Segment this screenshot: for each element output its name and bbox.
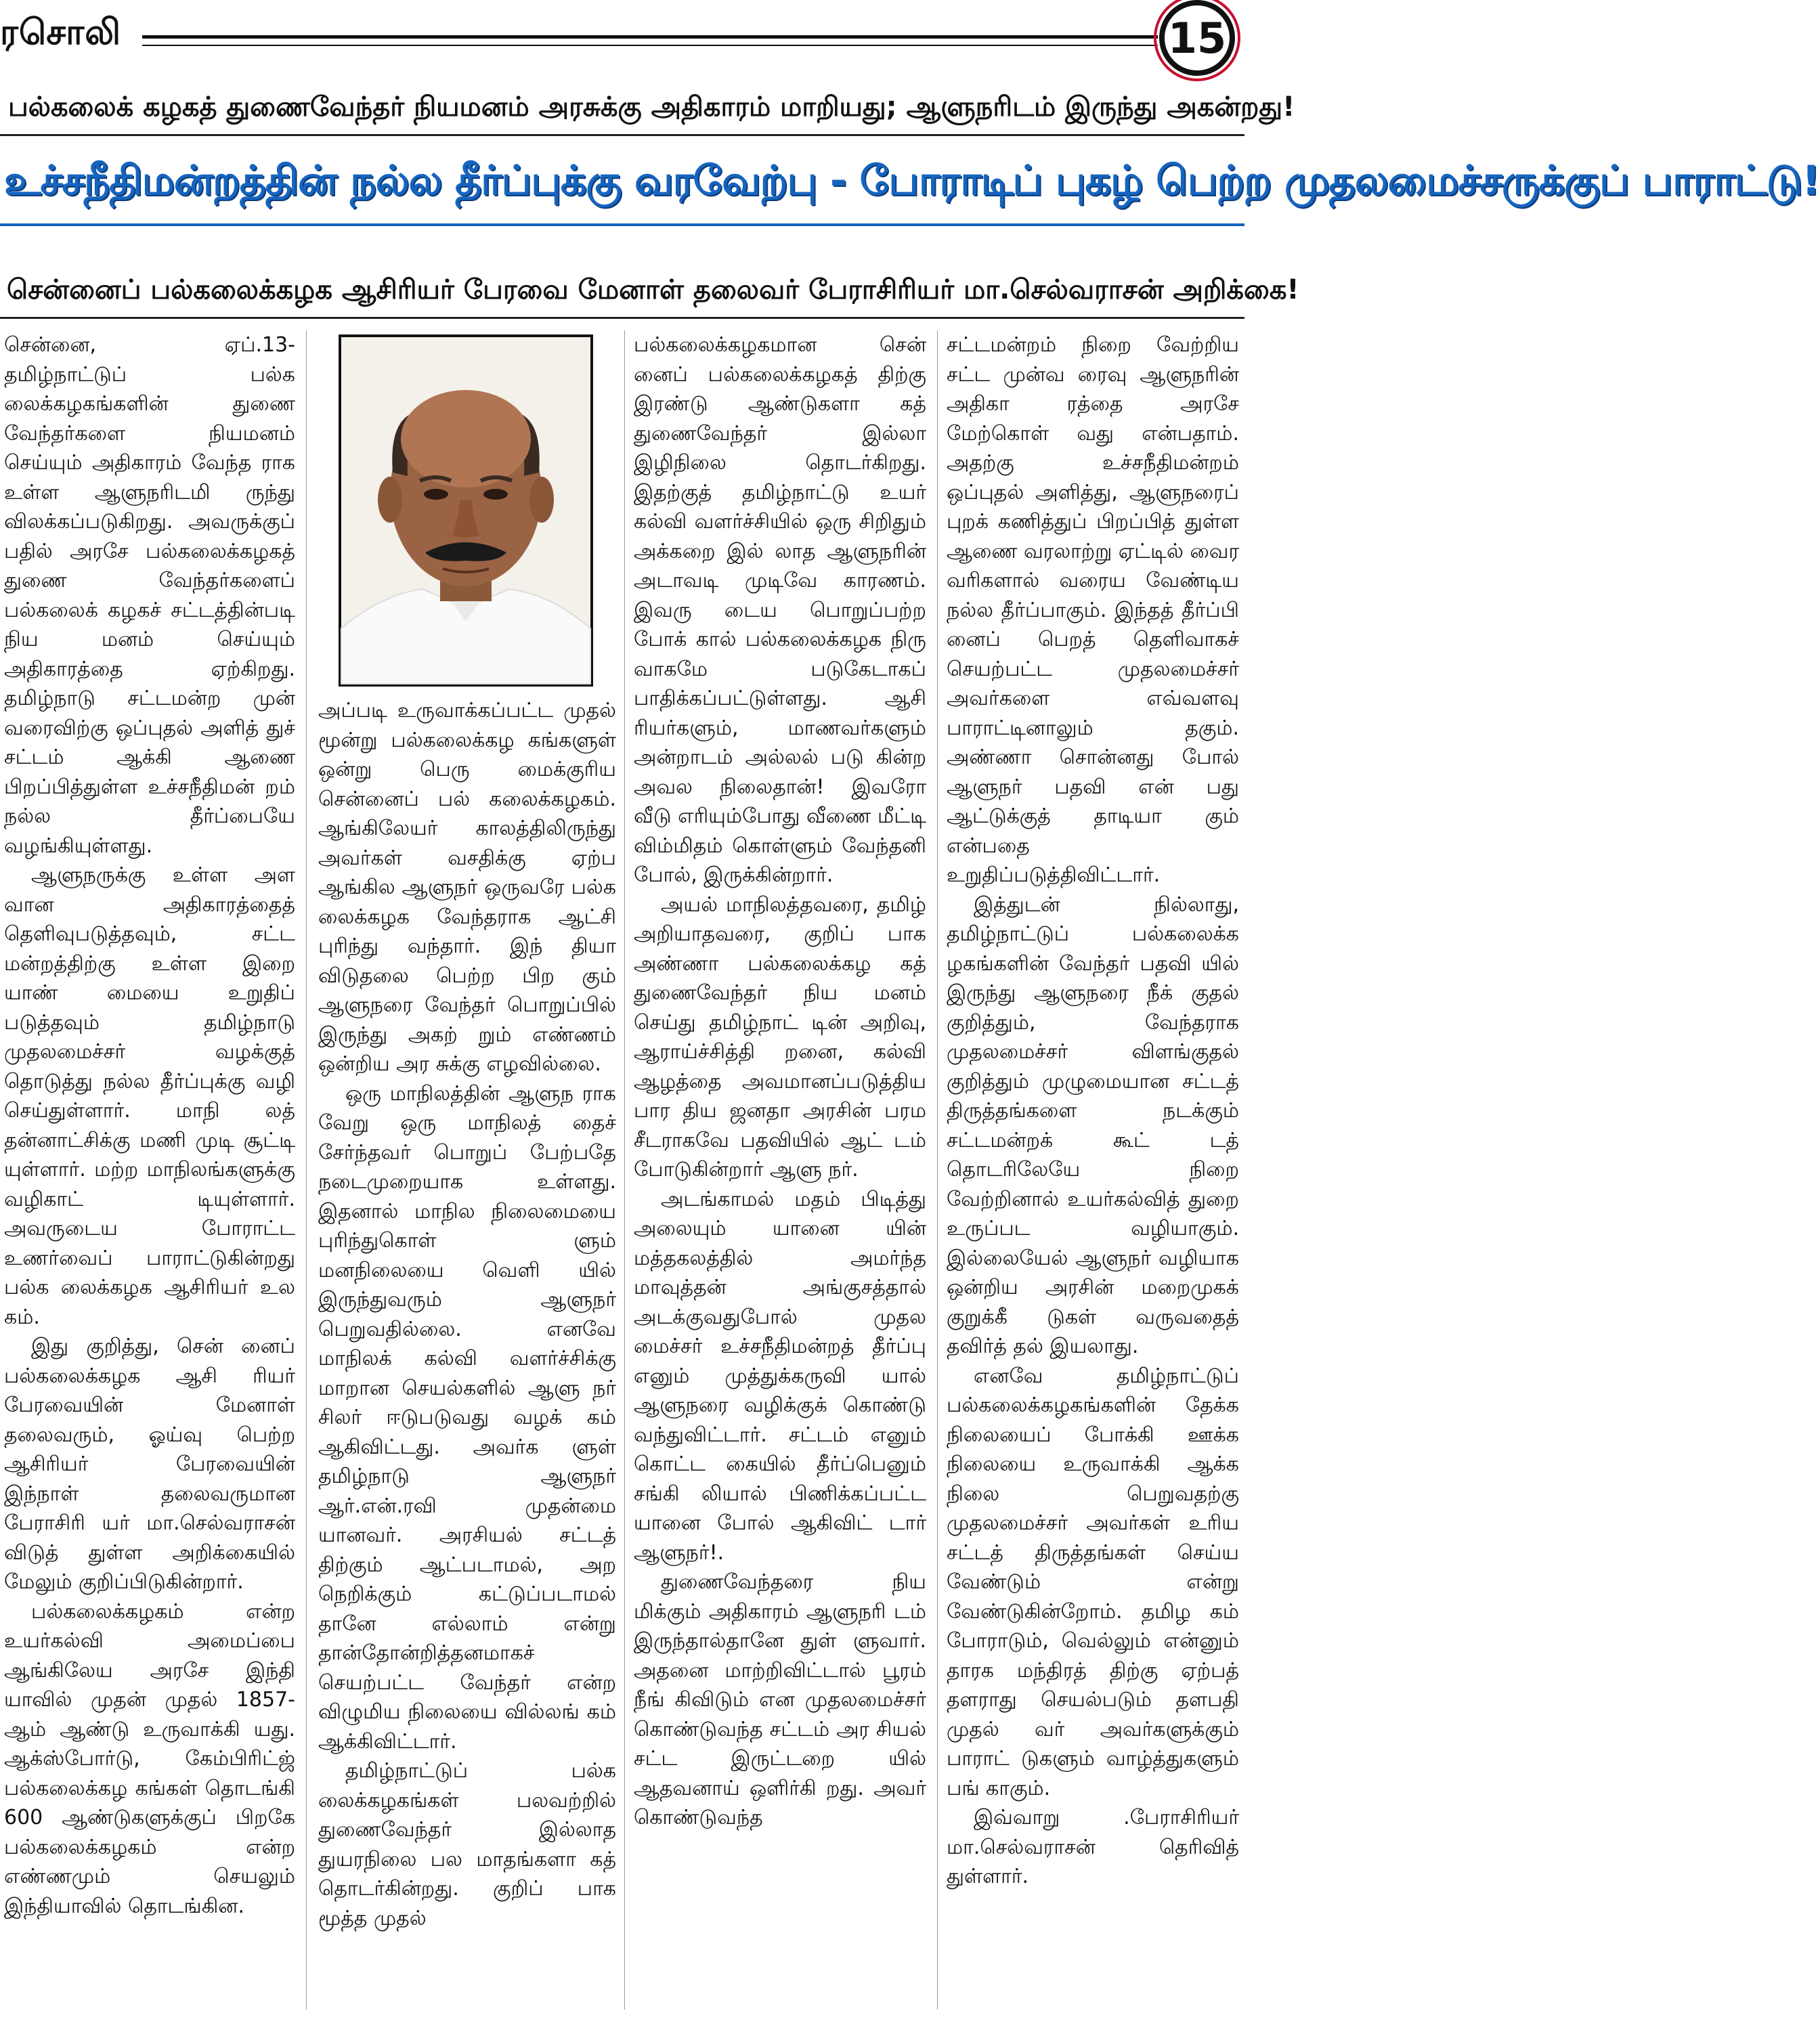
paragraph: அடங்காமல் மதம் பிடித்து அலையும் யானை யின் மத்தகலத்தில் அமர்ந்த மாவுத்தன் அங்குசத்தால் அடக்குவதுபோல் முதல மைச்சர் உச்சநீதிமன்றத் தீர்ப்பு எனும் முத்துக்கருவி யால் ஆளுநரை வழிக்குக் கொண்டு வந்துவிட்டார். சட்டம் எனும் கொட்ட கையில் தீர்ப்பெனும் சங்கி லியால் பிணிக்கப்பட்ட யானை போல் ஆகிவிட் டார் ஆளுநர்!. <box>634 1187 926 1565</box>
paragraph: துணைவேந்தரை நிய மிக்கும் அதிகாரம் ஆளுநரி டம் இருந்தால்தானே துள் ளுவார். அதனை மாற்றிவிட்டால் பூரம் நீங் கிவிடும் என முதலமைச்சர் கொண்டுவந்த சட்டம் அர சியல் சட்ட இருட்டறை யில் ஆதவனாய் ஒளிர்கி றது. அவர் கொண்டுவந்த <box>634 1570 926 1829</box>
paragraph: இது குறித்து, சென் னைப் பல்கலைக்கழக ஆசி ரியர் பேரவையின் மேனாள் தலைவரும், ஓய்வு பெற்ற ஆசிரியர் பேரவையின் இந்நாள் தலைவருமான பேராசிரி யர் மா.செல்வராசன் விடுத் துள்ள அறிக்கையில் மேலும் குறிப்பிடுகின்றார். <box>4 1334 295 1594</box>
portrait-image <box>341 337 590 684</box>
newspaper-name: ரசொலி <box>0 12 122 53</box>
paragraph: பல்கலைக்கழகமான சென் னைப் பல்கலைக்கழகத் திற்கு இரண்டு ஆண்டுகளா கத் துணைவேந்தர் இல்லா இழிநிலை தொடர்கிறது. இதற்குத் தமிழ்நாட்டு உயர் கல்வி வளர்ச்சியில் ஒரு சிறிதும் அக்கறை இல் லாத ஆளுநரின் அடாவடி முடிவே காரணம். இவரு டைய பொறுப்பற்ற போக் கால் பல்கலைக்கழக நிரு வாகமே படுகேடாகப் பாதிக்கப்பட்டுள்ளது. ஆசி ரியர்களும், மாணவர்களும் அன்றாடம் அல்லல் படு கின்ற அவல நிலைதான்! இவரோ வீடு எரியும்போது வீணை மீட்டி விம்மிதம் கொள்ளும் வேந்தனி போல், இருக்கின்றார். <box>634 333 926 887</box>
article-column-2 <box>318 696 616 1933</box>
paragraph: தமிழ்நாட்டுப் பல்க லைக்கழகங்கள் பலவற்றில் துணைவேந்தர் இல்லாத துயரநிலை பல மாதங்களா கத் தொடர்கின்றது. குறிப் பாக மூத்த முதல் <box>318 1759 616 1930</box>
column-divider <box>937 330 938 2010</box>
paragraph: ஆளுநருக்கு உள்ள அள வான அதிகாரத்தைத் தெளிவுபடுத்தவும், சட்ட மன்றத்திற்கு உள்ள இறை யாண் மையை உறுதிப் படுத்தவும் தமிழ்நாடு முதலமைச்சர் வழக்குத் தொடுத்து நல்ல தீர்ப்புக்கு வழி செய்துள்ளார். மாநி லத் தன்னாட்சிக்கு மணி முடி சூட்டி யுள்ளார். மற்ற மாநிலங்களுக்கு வழிகாட் டியுள்ளார். அவருடைய போராட்ட உணர்வைப் பாராட்டுகின்றது பல்க லைக்கழக ஆசிரியர் உல கம். <box>4 863 295 1329</box>
paragraph: இவ்வாறு .பேராசிரியர் மா.செல்வராசன் தெரிவித் துள்ளார். <box>947 1806 1239 1888</box>
kicker-headline: பல்கலைக் கழகத் துணைவேந்தர் நியமனம் அரசுக்கு அதிகாரம் மாறியது; ஆளுநரிடம் இருந்து அகன்றது! <box>8 91 1295 123</box>
subhead-rule <box>0 317 1244 319</box>
paragraph: பல்கலைக்கழகம் என்ற உயர்கல்வி அமைப்பை ஆங்கிலேய அரசே இந்தி யாவில் முதன் முதல் 1857- ஆம் ஆண்டு உருவாக்கி யது. ஆக்ஸ்போர்டு, கேம்பிரிட்ஜ் பல்கலைக்கழ கங்கள் தொடங்கி 600 ஆண்டுகளுக்குப் பிறகே பல்கலைக்கழகம் என்ற எண்ணமும் செயலும் இந்தியாவில் தொடங்கின. <box>4 1599 295 1918</box>
author-photo <box>339 334 593 687</box>
main-headline: உச்சநீதிமன்றத்தின் நல்ல தீர்ப்புக்கு வரவேற்பு - போராடிப் புகழ் பெற்ற முதலமைச்சருக்குப் பாராட்டு! <box>4 157 1820 204</box>
article-column-1 <box>4 330 295 1921</box>
kicker-rule <box>0 134 1244 136</box>
paragraph: அப்படி உருவாக்கப்பட்ட முதல் மூன்று பல்கலைக்கழ கங்களுள் ஒன்று பெரு மைக்குரிய சென்னைப் பல் கலைக்கழகம். ஆங்கிலேயர் காலத்திலிருந்து அவர்கள் வசதிக்கு ஏற்ப ஆங்கில ஆளுநர் ஒருவரே பல்க லைக்கழக வேந்தராக ஆட்சி புரிந்து வந்தார். இந் தியா விடுதலை பெற்ற பிற கும் ஆளுநரை வேந்தர் பொறுப்பில் இருந்து அகற் றும் எண்ணம் ஒன்றிய அர சுக்கு எழவில்லை. <box>318 699 616 1076</box>
paragraph: எனவே தமிழ்நாட்டுப் பல்கலைக்கழகங்களின் தேக்க நிலையைப் போக்கி ஊக்க நிலையை உருவாக்கி ஆக்க நிலை பெறுவதற்கு முதலமைச்சர் அவர்கள் உரிய சட்டத் திருத்தங்கள் செய்ய வேண்டும் என்று வேண்டுகின்றோம். தமிழ கம் போராடும், வெல்லும் என்னும் தாரக மந்திரத் திற்கு ஏற்பத் தளராது செயல்படும் தளபதி முதல் வர் அவர்களுக்கும் பாராட் டுகளும் வாழ்த்துகளும் பங் காகும். <box>947 1364 1239 1800</box>
page-number: 15 <box>1159 0 1235 76</box>
masthead-rule <box>142 35 1158 39</box>
column-divider <box>306 330 307 2010</box>
column-divider <box>624 330 625 2010</box>
article-column-4 <box>947 330 1239 1892</box>
headline-rule <box>0 223 1244 226</box>
sub-headline: சென்னைப் பல்கலைக்கழக ஆசிரியர் பேரவை மேனாள் தலைவர் பேராசிரியர் மா.செல்வராசன் அறிக்கை! <box>7 274 1299 305</box>
paragraph: இத்துடன் நில்லாது, தமிழ்நாட்டுப் பல்கலைக்க ழகங்களின் வேந்தர் பதவி யில் இருந்து ஆளுநரை நீக் குதல் குறித்தும், வேந்தராக முதலமைச்சர் விளங்குதல் குறித்தும் முழுமையான சட்டத் திருத்தங்களை நடக்கும் சட்டமன்றக் கூட் டத் தொடரிலேயே நிறை வேற்றினால் உயர்கல்வித் துறை உருப்பட வழியாகும். இல்லையேல் ஆளுநர் வழியாக ஒன்றிய அரசின் மறைமுகக் குறுக்கீ டுகள் வருவதைத் தவிர்த் தல் இயலாது. <box>947 892 1239 1358</box>
paragraph: சென்னை, ஏப்.13- தமிழ்நாட்டுப் பல்க லைக்கழகங்களின் துணை வேந்தர்களை நியமனம் செய்யும் அதிகாரம் வேந்த ராக உள்ள ஆளுநரிடமி ருந்து விலக்கப்படுகிறது. அவருக்குப் பதில் அரசே பல்கலைக்கழகத் துணை வேந்தர்களைப் பல்கலைக் கழகச் சட்டத்தின்படி நிய மனம் செய்யும் அதிகாரத்தை ஏற்கிறது. தமிழ்நாடு சட்டமன்ற முன் வரைவிற்கு ஒப்புதல் அளித் துச் சட்டம் ஆக்கி ஆணை பிறப்பித்துள்ள உச்சநீதிமன் றம் நல்ல தீர்ப்பையே வழங்கியுள்ளது. <box>4 333 295 858</box>
article-column-3 <box>634 330 926 1833</box>
paragraph: அயல் மாநிலத்தவரை, தமிழ் அறியாதவரை, குறிப் பாக அண்ணா பல்கலைக்கழ கத் துணைவேந்தர் நிய மனம் செய்து தமிழ்நாட் டின் அறிவு, ஆராய்ச்சித்தி றனை, கல்வி ஆழத்தை அவமானப்படுத்திய பார திய ஜனதா அரசின் பரம சீடராகவே பதவியில் ஆட் டம் போடுகின்றார் ஆளு நர். <box>634 892 926 1181</box>
paragraph: சட்டமன்றம் நிறை வேற்றிய சட்ட முன்வ ரைவு ஆளுநரின் அதிகா ரத்தை அரசே மேற்கொள் வது என்பதாம். அதற்கு உச்சநீதிமன்றம் ஒப்புதல் அளித்து, ஆளுநரைப் புறக் கணித்துப் பிறப்பித் துள்ள ஆணை வரலாற்று ஏட்டில் வைர வரிகளால் வரைய வேண்டிய நல்ல தீர்ப்பாகும். இந்தத் தீர்ப்பி னைப் பெறத் தெளிவாகச் செயற்பட்ட முதலமைச்சர் அவர்களை எவ்வளவு பாராட்டினாலும் தகும். அண்ணா சொன்னது போல் ஆளுநர் பதவி என் பது ஆட்டுக்குத் தாடியா கும் என்பதை உறுதிப்படுத்திவிட்டார். <box>947 333 1239 887</box>
paragraph: ஒரு மாநிலத்தின் ஆளுந ராக வேறு ஒரு மாநிலத் தைச் சேர்ந்தவர் பொறுப் பேற்பதே நடைமுறையாக உள்ளது. இதனால் மாநில நிலைமையை புரிந்துகொள் ளும் மனநிலையை வெளி யில் இருந்துவரும் ஆளுநர் பெறுவதில்லை. எனவே மாநிலக் கல்வி வளர்ச்சிக்கு மாறான செயல்களில் ஆளு நர் சிலர் ஈடுபடுவது வழக் கம் ஆகிவிட்டது. அவர்க ளுள் தமிழ்நாடு ஆளுநர் ஆர்.என்.ரவி முதன்மை யானவர். அரசியல் சட்டத் திற்கும் ஆட்படாமல், அற நெறிக்கும் கட்டுப்படாமல் தானே எல்லாம் என்று தான்தோன்றித்தனமாகச் செயற்பட்ட வேந்தர் என்ற விழுமிய நிலையை வில்லங் கம் ஆக்கிவிட்டார். <box>318 1081 616 1754</box>
masthead-rule-thin <box>142 45 1158 46</box>
